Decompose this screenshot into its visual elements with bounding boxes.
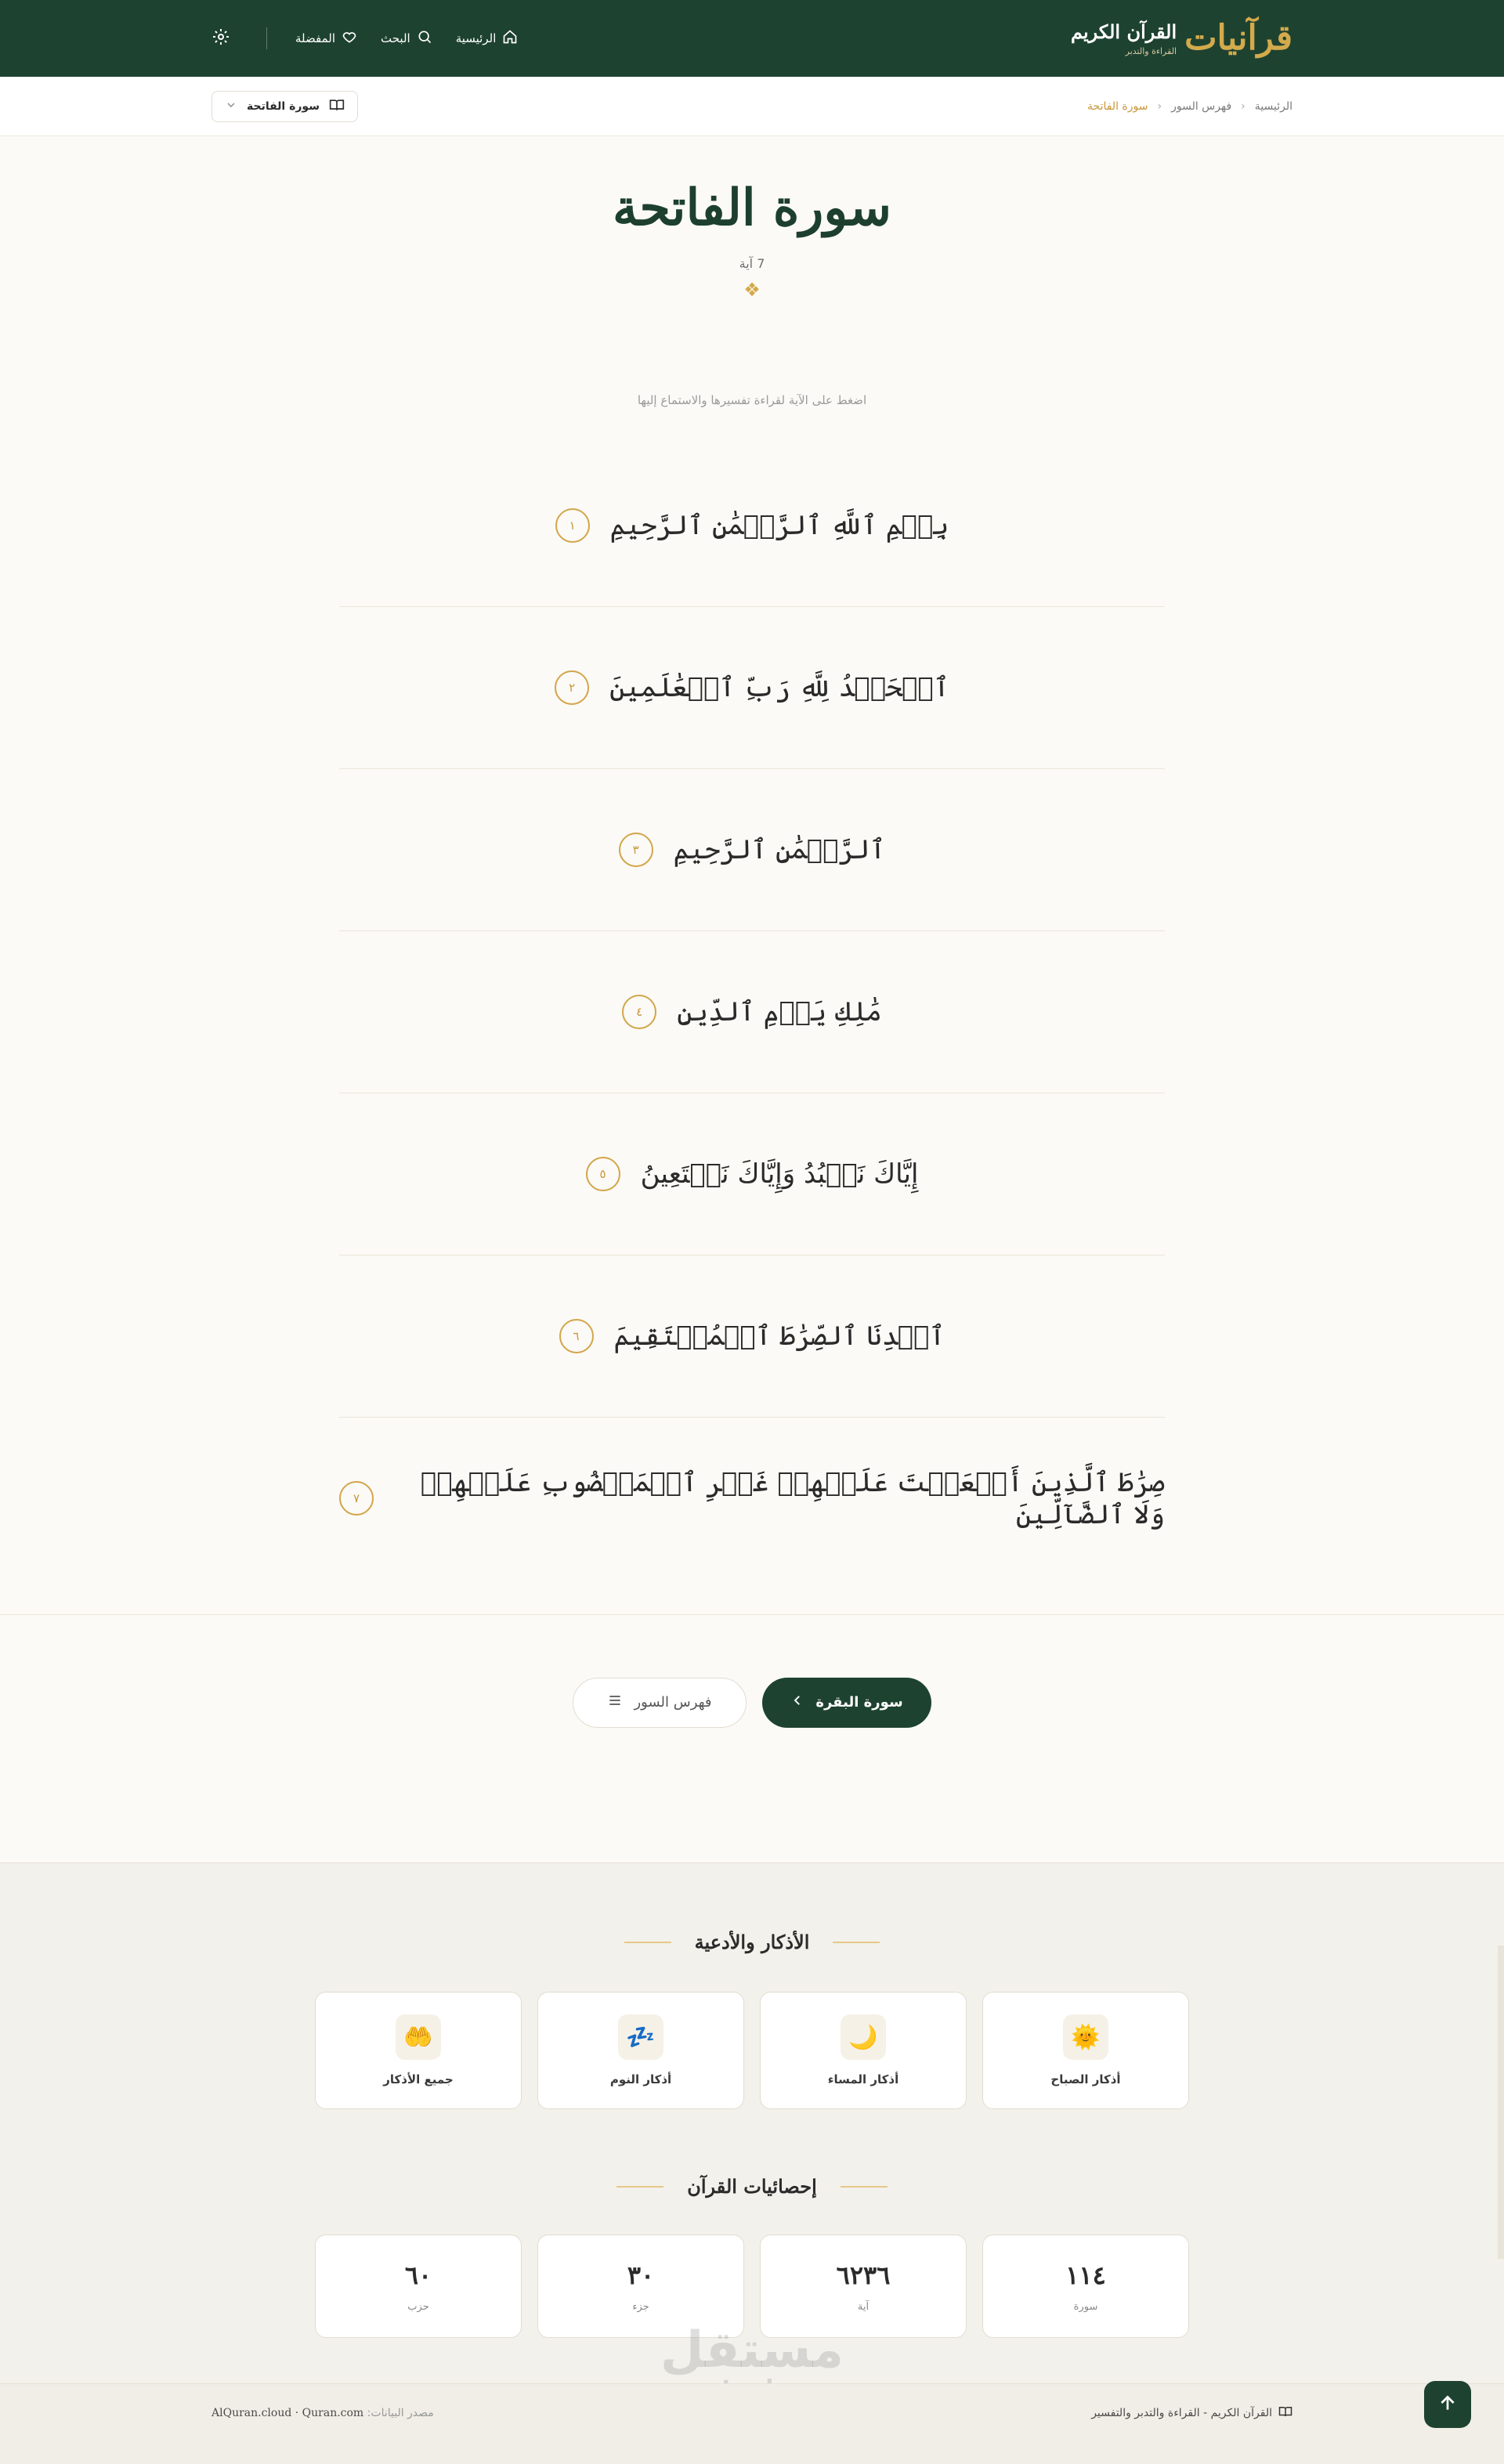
verse-item[interactable] [339, 1093, 1165, 1255]
verse-text: ٱهۡدِنَا ٱلصِّرَٰطَ ٱلۡمُسۡتَقِيمَ [613, 1321, 945, 1353]
verse-item[interactable] [339, 1418, 1165, 1580]
scroll-to-top-button[interactable] [1424, 2381, 1471, 2428]
brand-logo: قرآنيات [1184, 18, 1292, 58]
settings-button[interactable] [212, 27, 230, 49]
breadcrumb-separator-icon: ‹ [1157, 100, 1162, 113]
verse-hint: اضغط على الآية لقراءة تفسيرها والاستماع إليها [637, 392, 867, 407]
breadcrumb [1087, 100, 1292, 113]
nav-divider [266, 27, 267, 49]
stat-label: آية [857, 2300, 870, 2313]
verse-text: إِيَّاكَ نَعۡبُدُ وَإِيَّاكَ نَسۡتَعِينُ [640, 1158, 919, 1190]
search-icon [417, 29, 432, 48]
verses-divider [0, 1614, 1504, 1615]
breadcrumb-surah-index[interactable]: فهرس السور [1171, 100, 1232, 113]
adhkar-card-morning[interactable] [982, 1992, 1189, 2109]
home-icon [502, 29, 518, 48]
verse-text: مَٰلِكِ يَوۡمِ ٱلدِّينِ [677, 996, 882, 1028]
adhkar-card-label: أذكار النوم [609, 2072, 672, 2086]
brand-logo-link[interactable] [1071, 0, 1292, 77]
brand-title: القرآن الكريم [1070, 20, 1177, 43]
breadcrumb-current: سورة الفاتحة [1087, 100, 1148, 113]
list-icon [607, 1693, 623, 1712]
verse-number: ٥ [586, 1157, 620, 1191]
brand-text [1071, 20, 1177, 56]
title-line [616, 2186, 663, 2188]
footer-source-links[interactable]: AlQuran.cloud · Quran.com [212, 2407, 364, 2419]
main-nav [212, 27, 518, 49]
verse-number: ٦ [559, 1319, 594, 1353]
breadcrumb-separator-icon: ‹ [1241, 100, 1246, 113]
surah-header [0, 136, 1504, 299]
adhkar-card-label: جميع الأذكار [383, 2072, 454, 2086]
stat-value: ٦٢٣٦ [836, 2260, 891, 2290]
verse-number: ٣ [619, 833, 653, 867]
stats-cards [0, 2235, 1504, 2338]
surah-select-label: سورة الفاتحة [247, 100, 320, 113]
adhkar-cards [0, 1992, 1504, 2109]
verse-item[interactable] [339, 769, 1165, 931]
footer [0, 2383, 1504, 2464]
adhkar-section-title [0, 1931, 1504, 1953]
chevron-down-icon [225, 99, 237, 114]
adhkar-card-evening[interactable] [760, 1992, 967, 2109]
adhkar-title: الأذكار والأدعية [694, 1931, 810, 1953]
ornament-icon: ❖ [743, 278, 761, 301]
verse-text: بِسۡمِ ٱللَّهِ ٱلرَّحۡمَٰنِ ٱلرَّحِيمِ [609, 510, 949, 542]
adhkar-card-all[interactable] [315, 1992, 522, 2109]
adhkar-card-sleep[interactable] [537, 1992, 744, 2109]
footer-brand [1091, 2404, 1292, 2422]
stats-title: إحصائيات القرآن [687, 2175, 817, 2198]
sun-emoji: 🌞 [1071, 2023, 1101, 2051]
surah-index-button[interactable] [573, 1678, 747, 1728]
stat-label: سورة [1073, 2300, 1098, 2313]
verse-number: ٤ [622, 995, 656, 1029]
verse-item[interactable] [339, 445, 1165, 607]
sleep-icon [618, 2014, 663, 2060]
nav-favorites[interactable] [295, 29, 357, 48]
footer-text: القرآن الكريم - القراءة والتدبر والتفسير [1091, 2407, 1272, 2419]
stats-section-title [0, 2175, 1504, 2198]
title-line [833, 1942, 880, 1943]
footer-source-label: مصدر البيانات: [367, 2407, 434, 2419]
sun-icon [1063, 2014, 1108, 2060]
surah-navigation [0, 1678, 1504, 1728]
book-open-icon [1278, 2404, 1292, 2422]
stat-value: ١١٤ [1065, 2260, 1106, 2290]
next-surah-label: سورة البقرة [815, 1694, 903, 1711]
verse-item[interactable] [339, 1255, 1165, 1418]
verse-number: ١ [555, 508, 590, 543]
top-navbar [0, 0, 1504, 77]
adhkar-card-label: أذكار المساء [827, 2072, 899, 2086]
nav-favorites-label: المفضلة [295, 31, 336, 45]
nav-search[interactable] [381, 29, 432, 48]
surah-index-label: فهرس السور [634, 1694, 712, 1711]
next-surah-button[interactable] [762, 1678, 931, 1728]
stat-value: ٦٠ [404, 2260, 432, 2290]
surah-select-dropdown[interactable] [212, 91, 358, 122]
prayer-hands-emoji: 🤲 [403, 2023, 433, 2051]
chevron-left-icon [790, 1693, 804, 1711]
verse-text: ٱلۡحَمۡدُ لِلَّهِ رَبِّ ٱلۡعَٰلَمِينَ [609, 672, 949, 704]
title-line [841, 2186, 888, 2188]
nav-search-label: البحث [381, 31, 410, 45]
prayer-hands-icon [396, 2014, 441, 2060]
heart-icon [342, 29, 357, 48]
arrow-up-icon [1437, 2393, 1458, 2416]
scrollbar-thumb[interactable] [1498, 1946, 1504, 2259]
stat-card-juz [537, 2235, 744, 2338]
verse-item[interactable] [339, 607, 1165, 769]
surah-title: سورة الفاتحة [613, 179, 891, 237]
moon-icon [841, 2014, 886, 2060]
brand-subtitle: القراءة والتدبر [1125, 46, 1177, 56]
verse-text: ٱلرَّحۡمَٰنِ ٱلرَّحِيمِ [673, 834, 886, 866]
title-line [624, 1942, 671, 1943]
verse-list [339, 445, 1165, 1580]
sleep-emoji: 💤 [626, 2023, 656, 2051]
book-open-icon [329, 97, 345, 116]
stat-card-surahs [982, 2235, 1189, 2338]
verse-text: صِرَٰطَ ٱلَّذِينَ أَنۡعَمۡتَ عَلَيۡهِمۡ غَيۡرِ ٱلۡمَغۡضُوبِ عَلَيۡهِمۡ وَلَا ٱلضَّآلِّينَ [420, 1467, 1165, 1531]
verse-item[interactable] [339, 931, 1165, 1093]
verse-number: ٧ [339, 1481, 374, 1516]
footer-source [212, 2407, 434, 2419]
stat-label: حزب [407, 2300, 429, 2313]
watermark-line1: مستقل [660, 2321, 844, 2379]
gear-icon [212, 27, 230, 49]
verse-number: ٢ [555, 670, 589, 705]
verse-count: 7 آية [739, 255, 765, 271]
breadcrumb-home[interactable]: الرئيسية [1254, 100, 1292, 113]
stat-card-verses [760, 2235, 967, 2338]
bottom-section [0, 1862, 1504, 2464]
stat-value: ٣٠ [627, 2260, 655, 2290]
stat-card-hizb [315, 2235, 522, 2338]
nav-home-label: الرئيسية [455, 31, 497, 45]
stat-label: جزء [632, 2300, 649, 2313]
breadcrumb-bar [0, 77, 1504, 136]
adhkar-card-label: أذكار الصباح [1050, 2072, 1121, 2086]
moon-emoji: 🌙 [848, 2023, 878, 2051]
nav-home[interactable] [456, 29, 519, 48]
